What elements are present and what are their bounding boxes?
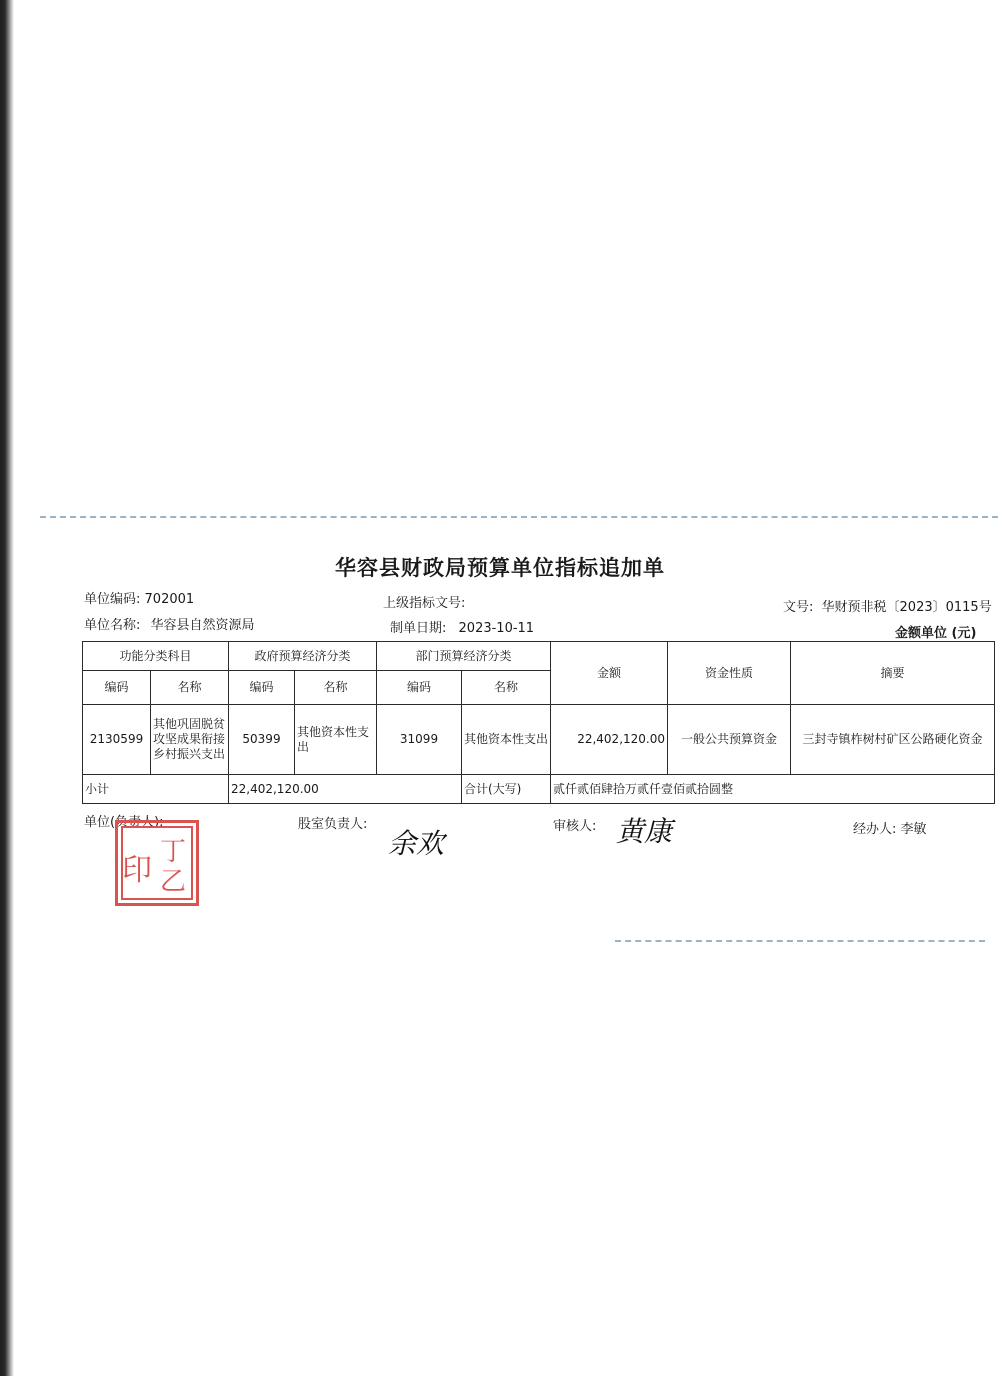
unit-code-row [84,588,194,607]
date: 2023-10-11 [458,621,535,636]
doc-number-row [783,596,992,615]
handler-row [853,818,927,837]
dept-head-signature: 余欢 [388,827,445,860]
header-dept-econ: 部门预算经济分类 [376,641,551,671]
header-fund-nature: 资金性质 [667,641,791,705]
row-fund-nature: 一般公共预算资金 [667,704,791,775]
scan-edge-shadow [0,0,14,1376]
handler-label: 经办人: [853,822,897,837]
header-func-code: 编码 [82,670,151,705]
unit-name-row [84,614,255,633]
unit-code-label: 单位编码: [84,592,141,607]
svg-text:丁: 丁 [159,837,187,867]
header-amount: 金额 [550,641,668,705]
dept-head-label: 股室负责人: [298,817,368,832]
amount-unit: 金额单位 (元) [895,626,977,641]
row-summary: 三封寺镇柞树村矿区公路硬化资金 [790,704,995,775]
date-label: 制单日期: [390,621,447,636]
reviewer-signature: 黄康 [616,815,673,848]
doc-number-label: 文号: [783,600,814,615]
row-dept-code: 31099 [376,704,462,775]
red-seal-stamp [115,820,199,906]
bottom-divider [615,940,985,942]
unit-name: 华容县自然资源局 [150,618,255,633]
date-row [390,617,534,636]
header-gov-name: 名称 [294,670,377,705]
top-divider [40,516,998,518]
svg-text:印: 印 [122,853,152,888]
document-title: 华容县财政局预算单位指标追加单 [335,556,665,580]
total-label: 合计(大写) [461,774,551,804]
header-gov-code: 编码 [228,670,295,705]
subtotal-amount: 22,402,120.00 [228,774,462,804]
seal-graphic [119,824,195,902]
header-gov-econ: 政府预算经济分类 [228,641,377,671]
row-func-code: 2130599 [82,704,151,775]
total-in-words: 贰仟贰佰肆拾万贰仟壹佰贰拾圆整 [550,774,995,804]
row-func-name: 其他巩固脱贫攻坚成果衔接乡村振兴支出 [150,704,229,775]
row-gov-name: 其他资本性支出 [294,704,377,775]
header-dept-code: 编码 [376,670,462,705]
row-gov-code: 50399 [228,704,295,775]
header-func-name: 名称 [150,670,229,705]
header-summary: 摘要 [790,641,995,705]
unit-code: 702001 [144,592,195,607]
unit-name-label: 单位名称: [84,618,141,633]
row-dept-name: 其他资本性支出 [461,704,551,775]
unit-head-label: 单位(负责人): [84,815,164,830]
handler-name: 李敏 [900,822,927,837]
upper-doc-label: 上级指标文号: [383,596,466,611]
doc-number: 华财预非税〔2023〕0115号 [821,600,992,615]
row-amount: 22,402,120.00 [550,704,668,775]
header-dept-name: 名称 [461,670,551,705]
svg-text:乙: 乙 [159,867,187,897]
header-func-class: 功能分类科目 [82,641,229,671]
subtotal-label: 小计 [82,774,229,804]
reviewer-label: 审核人: [553,819,597,834]
